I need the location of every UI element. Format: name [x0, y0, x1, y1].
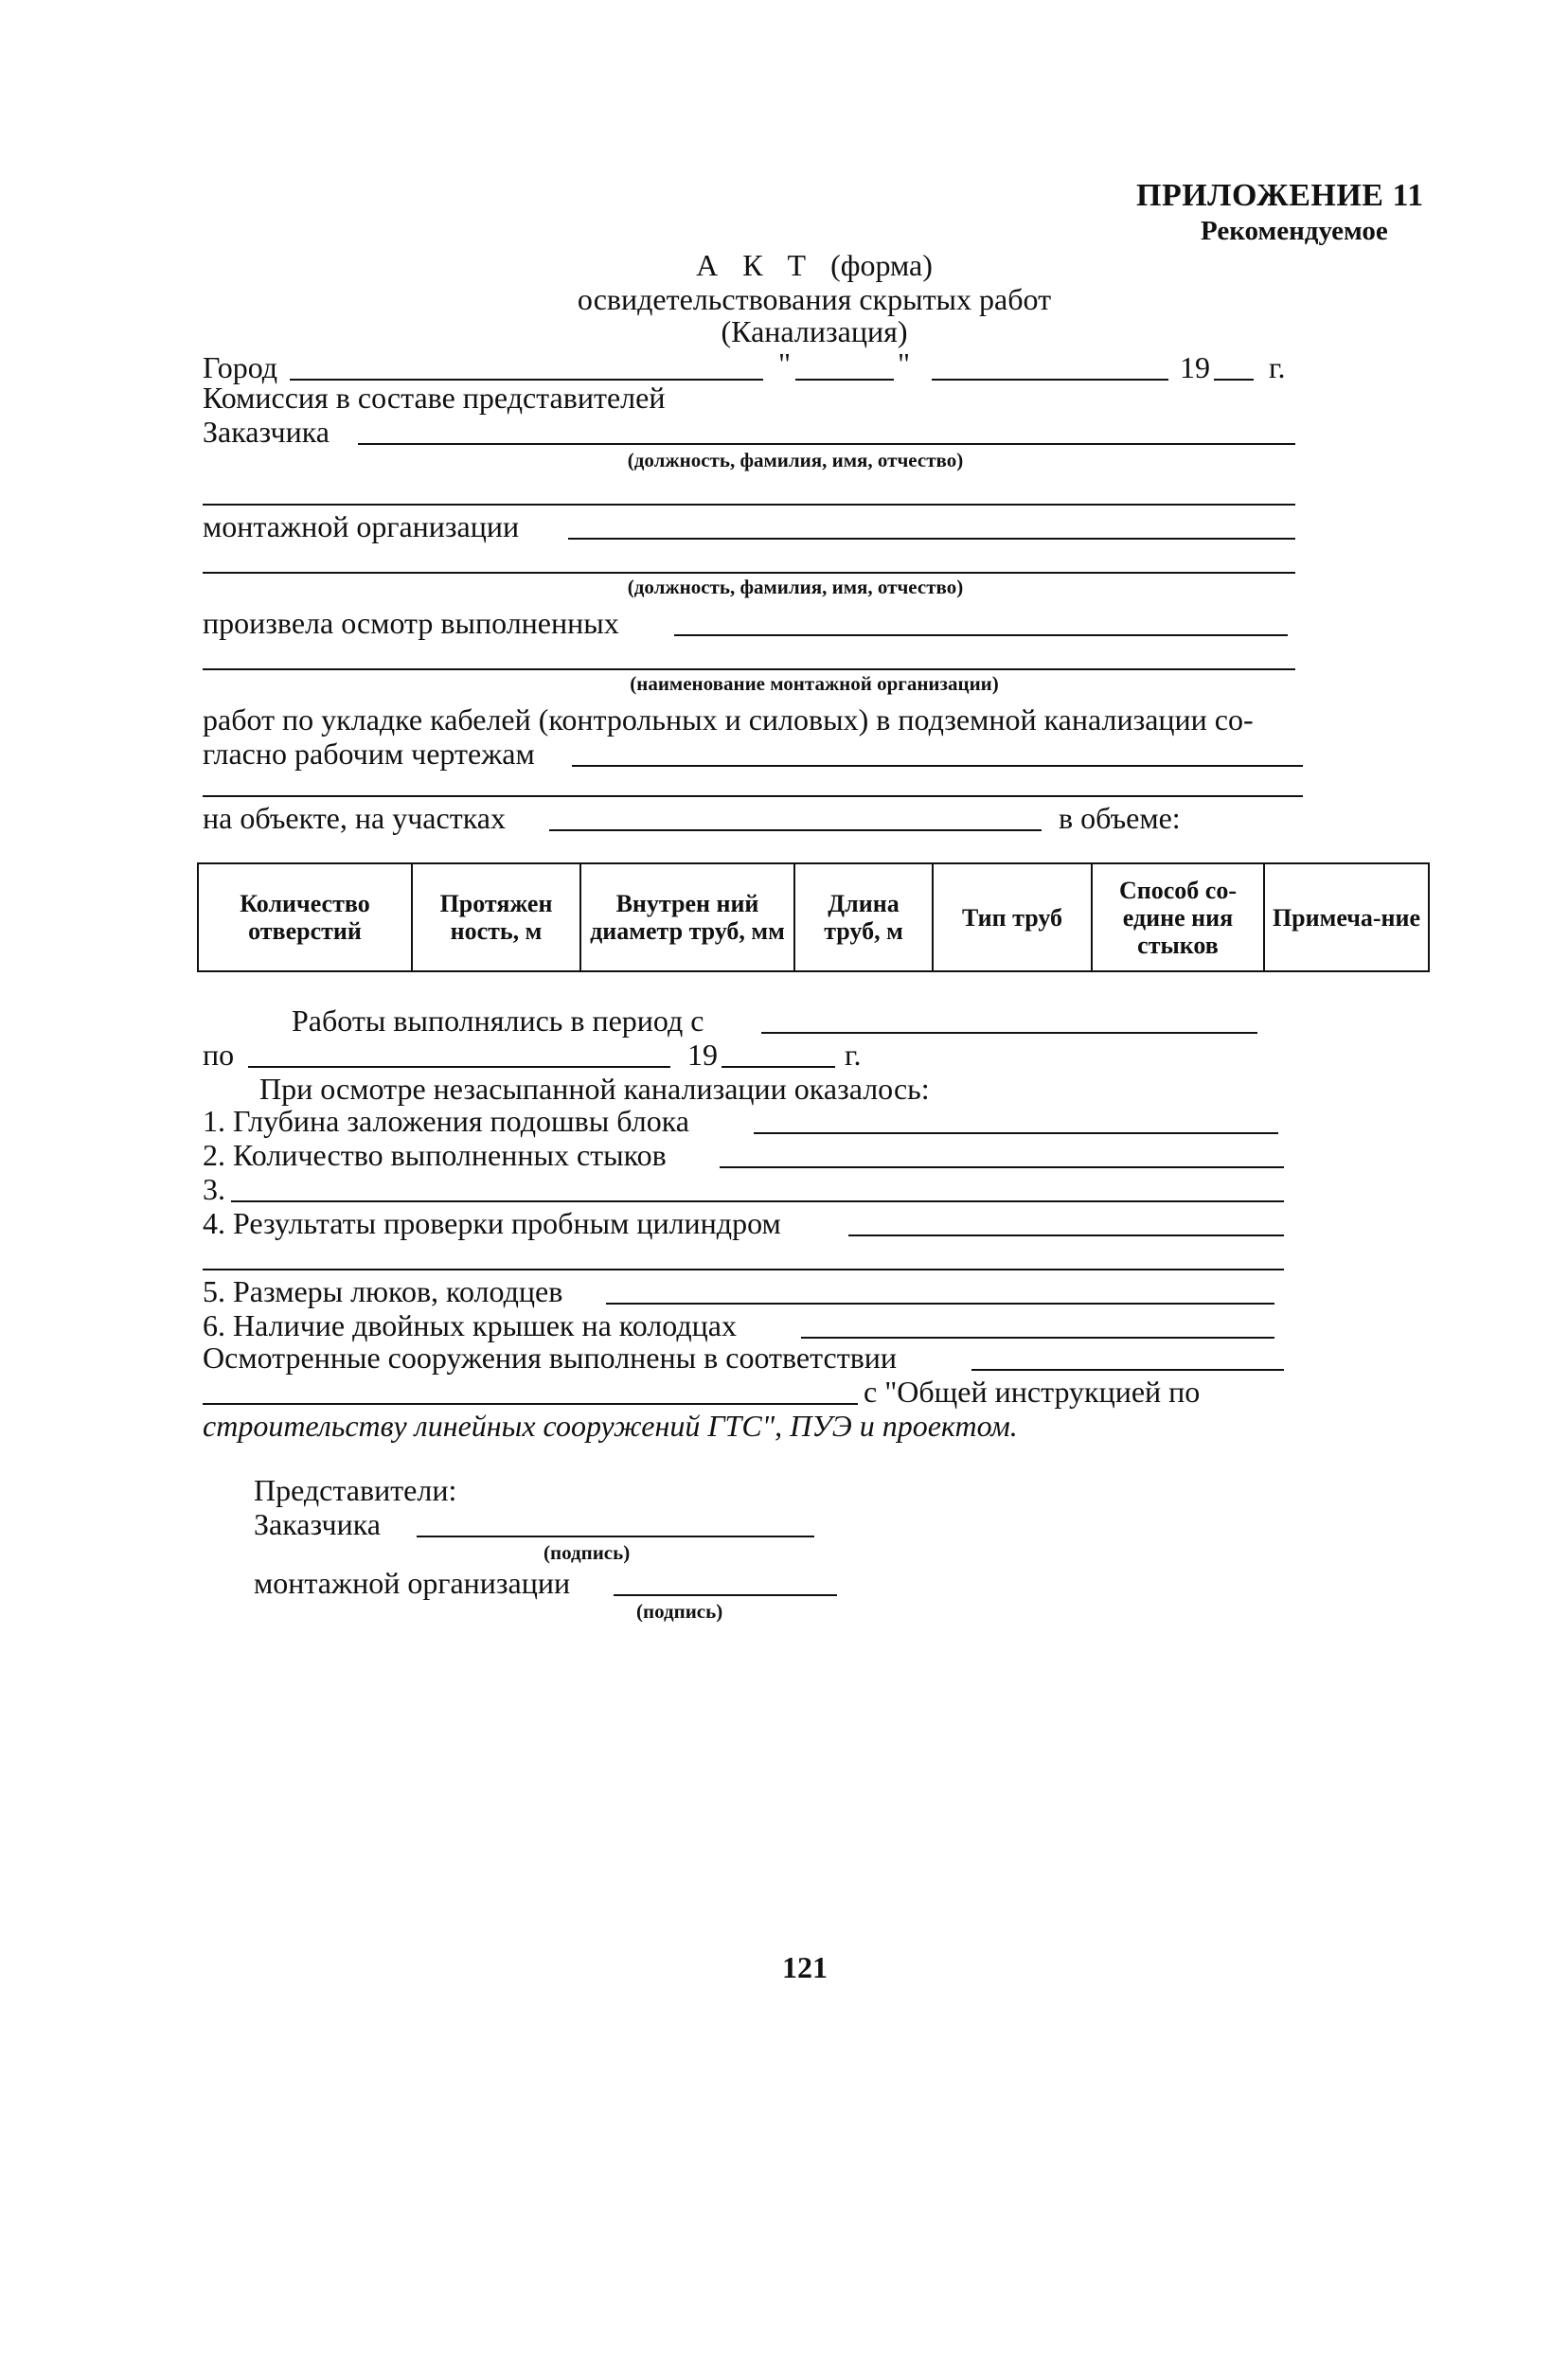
item-2-field-line[interactable] — [720, 1166, 1284, 1168]
act-subtitle: освидетельствования скрытых работ — [577, 282, 1052, 316]
item-1-field-line[interactable] — [754, 1132, 1278, 1134]
period-to-label: по — [203, 1038, 235, 1072]
caption-position-2: (должность, фамилия, имя, отчество) — [627, 576, 964, 598]
header-joint-method: Способ со-едине ния стыков — [1092, 863, 1264, 971]
drawings-field-line[interactable] — [572, 765, 1303, 767]
volume-label: в объеме: — [1059, 801, 1181, 835]
year-field-line[interactable] — [1214, 379, 1254, 381]
date-quote-close: " — [898, 346, 911, 381]
inspection-item-4: 4. Результаты проверки пробным цилиндром — [203, 1206, 781, 1240]
conformity-text-3: строительству линейных сооружений ГТС", ПУЭ и проектом. — [203, 1409, 1018, 1443]
representatives-label: Представители: — [254, 1473, 457, 1507]
inspected-label: произвела осмотр выполненных — [203, 606, 619, 640]
year-suffix: г. — [1269, 350, 1286, 384]
inspection-item-6: 6. Наличие двойных крышек на колодцах — [203, 1308, 737, 1342]
inspection-item-5: 5. Размеры люков, колодцев — [203, 1274, 563, 1308]
header-notes: Примеча-ние — [1264, 863, 1429, 971]
conformity-field-line-2[interactable] — [203, 1403, 858, 1405]
conformity-text-2: с "Общей инструкцией по — [864, 1375, 1201, 1409]
day-field-line[interactable] — [795, 379, 894, 381]
works-text-1: работ по укладке кабелей (контрольных и силовых) в подземной канализации со- — [203, 702, 1254, 737]
inspected-field-line[interactable] — [674, 634, 1288, 636]
header-pipe-type: Тип труб — [933, 863, 1092, 971]
contractor-field-line[interactable] — [568, 538, 1295, 540]
drawings-field-line-2[interactable] — [203, 795, 1303, 797]
inspection-item-1: 1. Глубина заложения подошвы блока — [203, 1104, 689, 1138]
contractor-label: монтажной организации — [203, 509, 520, 543]
act-title: А К Т (форма) — [696, 248, 933, 282]
recommended-label: Рекомендуемое — [1201, 216, 1388, 246]
header-inner-diameter: Внутрен ний диаметр труб, мм — [580, 863, 794, 971]
signature-caption-contractor: (подпись) — [636, 1600, 723, 1623]
signature-customer-line[interactable] — [417, 1536, 814, 1537]
customer-field-line-2[interactable] — [203, 504, 1295, 506]
signature-contractor-line[interactable] — [614, 1594, 837, 1596]
caption-org: (наименование монтажной организации) — [630, 672, 999, 695]
table-header-row — [198, 863, 1429, 971]
period-year-suffix: г. — [845, 1038, 862, 1072]
city-label: Город — [203, 350, 278, 384]
contractor-field-line-2[interactable] — [203, 572, 1295, 574]
item-4-field-line[interactable] — [848, 1234, 1284, 1236]
act-category: (Канализация) — [721, 314, 908, 348]
object-field-line[interactable] — [549, 829, 1042, 831]
inspection-intro: При осмотре незасыпанной канализации оказалось: — [259, 1072, 930, 1106]
header-length: Протяжен ность, м — [412, 863, 580, 971]
year-prefix: 19 — [1180, 350, 1210, 384]
period-year-line[interactable] — [722, 1066, 835, 1068]
item-6-field-line[interactable] — [801, 1337, 1274, 1339]
conformity-text-1: Осмотренные сооружения выполнены в соответствии — [203, 1341, 898, 1375]
works-period-label: Работы выполнялись в период с — [292, 1004, 704, 1038]
inspection-item-2: 2. Количество выполненных стыков — [203, 1138, 667, 1172]
item-5-field-line[interactable] — [606, 1303, 1274, 1305]
commission-label: Комиссия в составе представителей — [203, 381, 666, 415]
header-pipe-length: Длина труб, м — [794, 863, 933, 971]
appendix-label: ПРИЛОЖЕНИЕ 11 — [1136, 178, 1424, 213]
date-quote-open: " — [778, 346, 792, 381]
month-field-line[interactable] — [932, 379, 1168, 381]
signature-contractor-label: монтажной организации — [254, 1566, 571, 1600]
item-3-field-line[interactable] — [231, 1200, 1284, 1202]
works-table — [197, 862, 1430, 972]
page-number: 121 — [782, 1950, 828, 1984]
works-text-2: гласно рабочим чертежам — [203, 737, 535, 771]
conformity-field-line[interactable] — [971, 1369, 1284, 1371]
signature-customer-label: Заказчика — [254, 1507, 381, 1541]
period-from-line[interactable] — [761, 1032, 1257, 1034]
item-4-field-line-2[interactable] — [203, 1269, 1284, 1270]
header-holes-count: Количество отверстий — [198, 863, 412, 971]
object-label: на объекте, на участках — [203, 801, 506, 835]
signature-caption-customer: (подпись) — [543, 1541, 631, 1564]
period-to-line[interactable] — [248, 1066, 670, 1068]
customer-field-line[interactable] — [358, 443, 1295, 445]
period-year-prefix: 19 — [687, 1038, 718, 1072]
customer-label: Заказчика — [203, 415, 330, 449]
inspection-item-3: 3. — [203, 1172, 225, 1206]
inspected-field-line-2[interactable] — [203, 668, 1295, 670]
caption-position: (должность, фамилия, имя, отчество) — [627, 449, 964, 471]
